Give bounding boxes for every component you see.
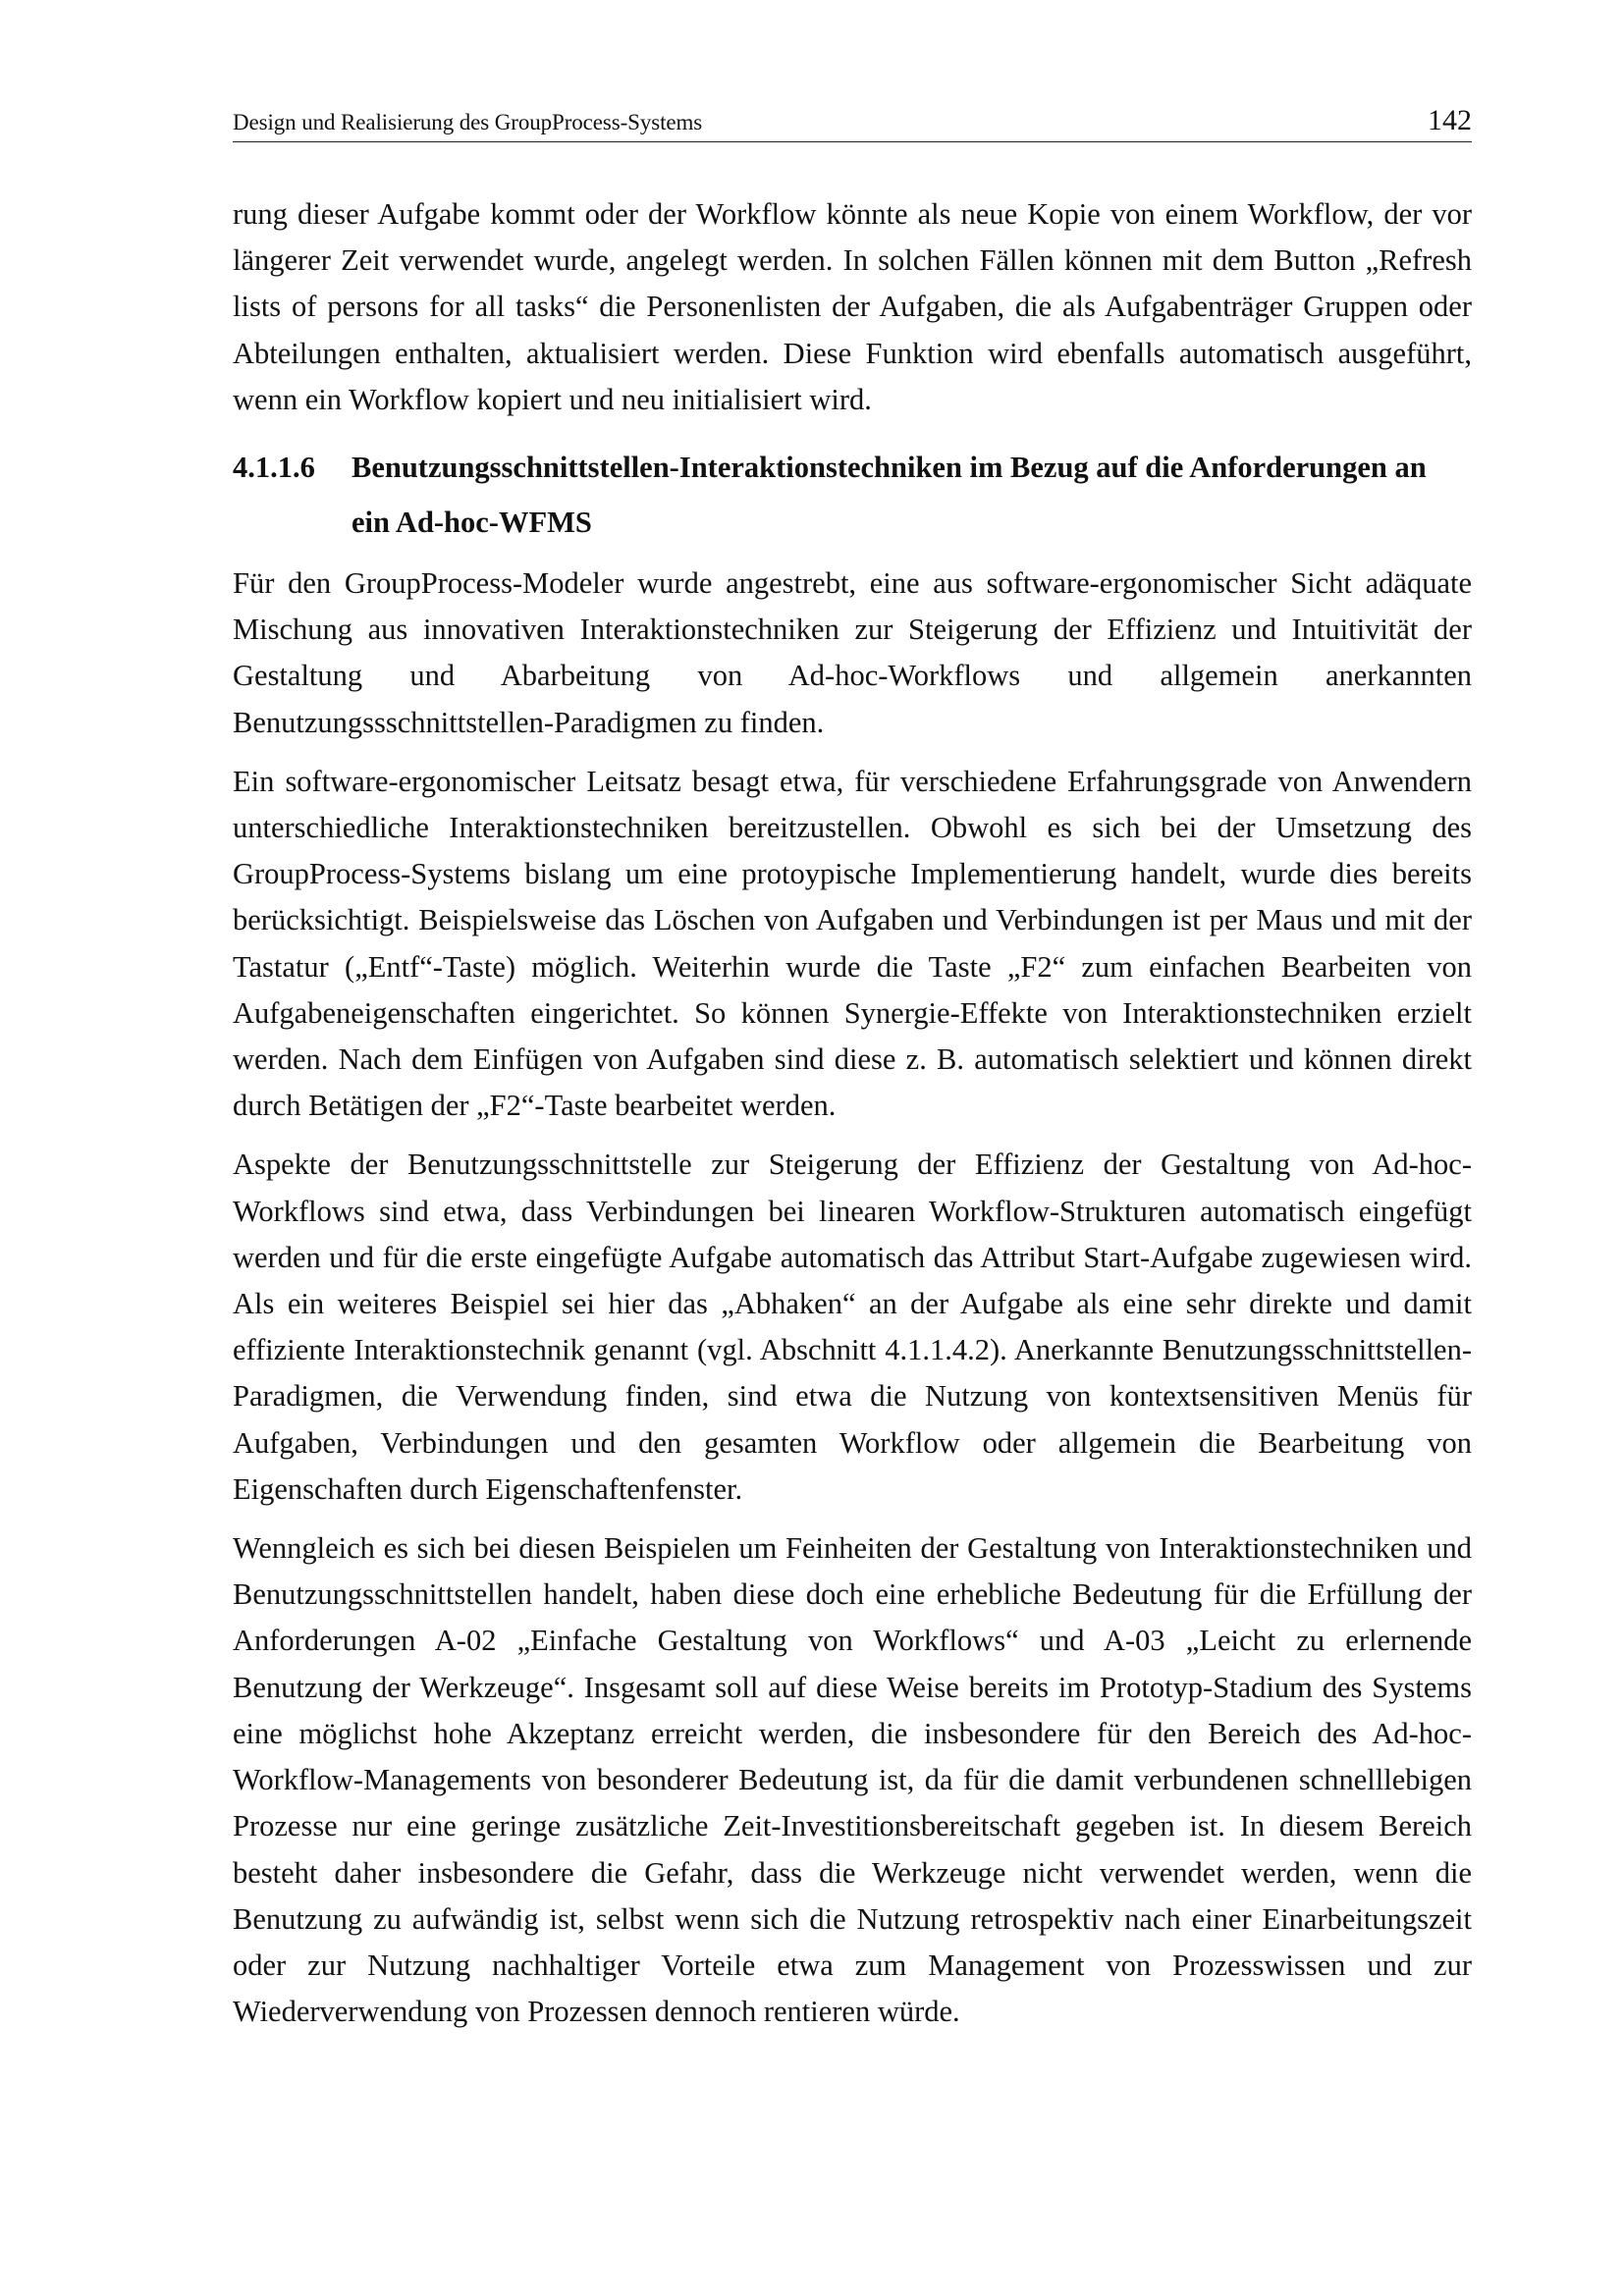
page-number: 142	[1428, 104, 1472, 136]
section-heading	[233, 440, 1472, 550]
body-paragraph: Wenngleich es sich bei diesen Beispielen um Feinheiten der Gestaltung von Interaktionstechniken und Benutzungsschnittstellen handelt, haben diese doch eine erhebliche Bedeutung für die Erfüllung der Anforderungen A-02 „Einfache Gestaltung von Workflows“ und A-03 „Leicht zu erlernende Benutzung der Werkzeuge“. Insgesamt soll auf diese Weise bereits im Prototyp-Stadium des Systems eine möglichst hohe Akzeptanz erreicht werden, die insbesondere für den Bereich des Ad-hoc-Workflow-Managements von besonderer Bedeutung ist, da für die damit verbundenen schnelllebigen Prozesse nur eine geringe zusätzliche Zeit-Investitionsbereitschaft gegeben ist. In diesem Bereich besteht daher insbesondere die Gefahr, dass die Werkzeuge nicht verwendet werden, wenn die Benutzung zu aufwändig ist, selbst wenn sich die Nutzung retrospektiv nach einer Einarbeitungszeit oder zur Nutzung nachhaltiger Vorteile etwa zum Management von Prozesswissen und zur Wiederverwendung von Prozessen dennoch rentieren würde.	[233, 1531, 1472, 2029]
running-header	[233, 96, 1472, 142]
body-paragraph: Ein software-ergonomischer Leitsatz besagt etwa, für verschiedene Erfahrungsgrade von Anwendern unterschiedliche Interaktionstechniken bereitzustellen. Obwohl es sich bei der Umsetzung des GroupProcess-Systems bislang um eine protoypische Implementierung handelt, wurde dies bereits berücksichtigt. Beispielsweise das Löschen von Aufgaben und Verbindungen ist per Maus und mit der Tastatur („Entf“-Taste) möglich. Weiterhin wurde die Taste „F2“ zum einfachen Bearbeiten von Aufgabeneigenschaften eingerichtet. So können Synergie-Effekte von Interaktionstechniken erzielt werden. Nach dem Einfügen von Aufgaben sind diese z. B. automatisch selektiert und können direkt durch Betätigen der „F2“-Taste bearbeitet werden.	[233, 764, 1472, 1123]
body-paragraph: Aspekte der Benutzungsschnittstelle zur Steigerung der Effizienz der Gestaltung von Ad-hoc-Workflows sind etwa, dass Verbindungen bei linearen Workflow-Strukturen automatisch eingefügt werden und für die erste eingefügte Aufgabe automatisch das Attribut Start-Aufgabe zugewiesen wird. Als ein weiteres Beispiel sei hier das „Abhaken“ an der Aufgabe als eine sehr direkte und damit effiziente Interaktionstechnik genannt (vgl. Abschnitt 4.1.1.4.2). Anerkannte Benutzungsschnittstellen-Paradigmen, die Verwendung finden, sind etwa die Nutzung von kontextsensitiven Menüs für Aufgaben, Verbindungen und den gesamten Workflow oder allgemein die Bearbeitung von Eigenschaften durch Eigenschaftenfenster.	[233, 1148, 1472, 1506]
section-title: Benutzungsschnittstellen-Interaktionstechniken im Bezug auf die Anforderungen an ein Ad-hoc-WFMS	[352, 451, 1427, 540]
body-paragraph: Für den GroupProcess-Modeler wurde angestrebt, eine aus software-ergonomischer Sicht adäquate Mischung aus innovativen Interaktionstechniken zur Steigerung der Effizienz und Intuitivität der Gestaltung und Abarbeitung von Ad-hoc-Workflows und allgemein anerkannten Benutzungssschnittstellen-Paradigmen zu finden.	[233, 566, 1472, 739]
page-body	[233, 191, 1472, 2035]
running-header-title: Design und Realisierung des GroupProcess-Systems	[233, 110, 703, 134]
intro-paragraph: rung dieser Aufgabe kommt oder der Workflow könnte als neue Kopie von einem Workflow, der vor längerer Zeit verwendet wurde, angelegt werden. In solchen Fällen können mit dem Button „Refresh lists of persons for all tasks“ die Personenlisten der Aufgaben, die als Aufgabenträger Gruppen oder Abteilungen enthalten, aktualisiert werden. Diese Funktion wird ebenfalls automatisch ausgeführt, wenn ein Workflow kopiert und neu initialisiert wird.	[233, 197, 1472, 416]
section-number: 4.1.1.6	[233, 451, 315, 485]
